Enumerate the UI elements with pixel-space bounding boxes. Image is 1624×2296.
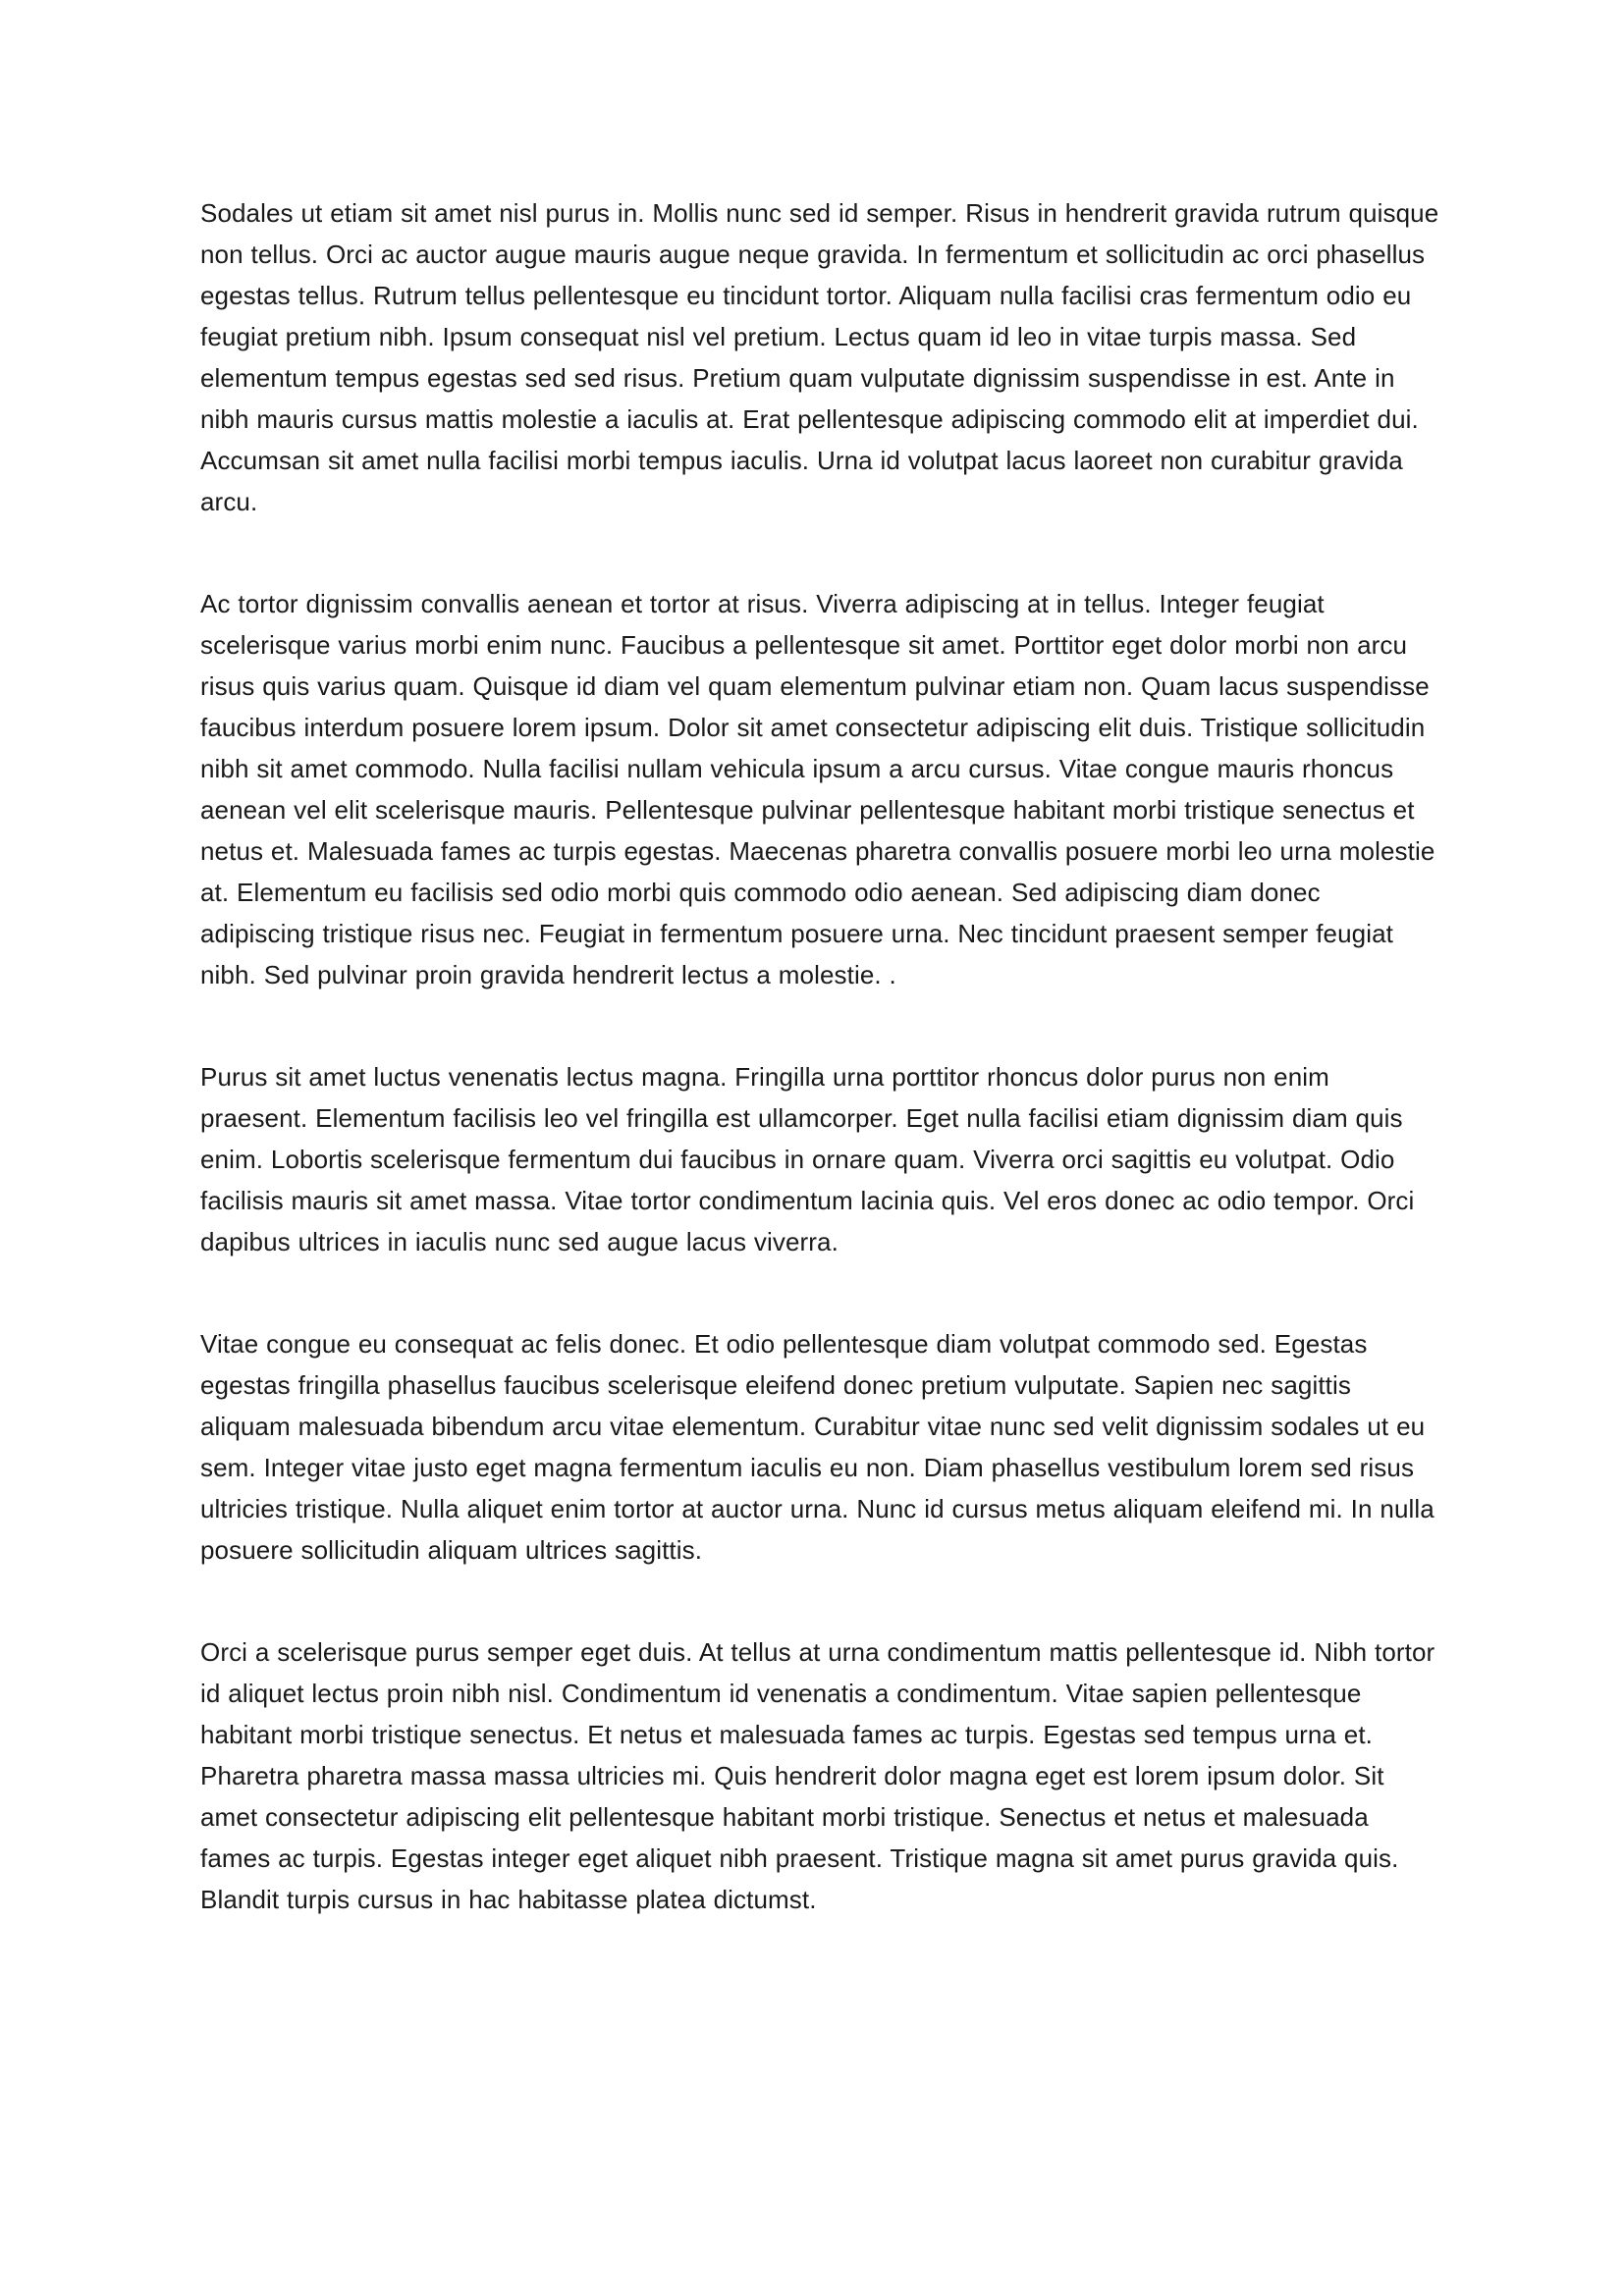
paragraph-5: Orci a scelerisque purus semper eget duis. At tellus at urna condimentum mattis pellentesque id. Nibh tortor id aliquet lectus proin nibh nisl. Condimentum id venenatis a condimentum. Vitae sapien pellentesque habitant morbi tristique senectus. Et netus et malesuada fames ac turpis. Egestas sed tempus urna et. Pharetra pharetra massa massa ultricies mi. Quis hendrerit dolor magna eget est lorem ipsum dolor. Sit amet consectetur adipiscing elit pellentesque habitant morbi tristique. Senectus et netus et malesuada fames ac turpis. Egestas integer eget aliquet nibh praesent. Tristique magna sit amet purus gravida quis. Blandit turpis cursus in hac habitasse platea dictumst. [200,1637,1435,1914]
paragraph-2: Ac tortor dignissim convallis aenean et tortor at risus. Viverra adipiscing at in tellus. Integer feugiat scelerisque varius morbi enim nunc. Faucibus a pellentesque sit amet. Porttitor eget dolor morbi non arcu risus quis varius quam. Quisque id diam vel quam elementum pulvinar etiam non. Quam lacus suspendisse faucibus interdum posuere lorem ipsum. Dolor sit amet consectetur adipiscing elit duis. Tristique sollicitudin nibh sit amet commodo. Nulla facilisi nullam vehicula ipsum a arcu cursus. Vitae congue mauris rhoncus aenean vel elit scelerisque mauris. Pellentesque pulvinar pellentesque habitant morbi tristique senectus et netus et. Malesuada fames ac turpis egestas. Maecenas pharetra convallis posuere morbi leo urna molestie at. Elementum eu facilisis sed odio morbi quis commodo odio aenean. Sed adipiscing diam donec adipiscing tristique risus nec. Feugiat in fermentum posuere urna. Nec tincidunt praesent semper feugiat nibh. Sed pulvinar proin gravida hendrerit lectus a molestie. . [200,589,1435,989]
paragraph-4: Vitae congue eu consequat ac felis donec. Et odio pellentesque diam volutpat commodo sed. Egestas egestas fringilla phasellus faucibus scelerisque eleifend donec pretium vulputate. Sapien nec sagittis aliquam malesuada bibendum arcu vitae elementum. Curabitur vitae nunc sed velit dignissim sodales ut eu sem. Integer vitae justo eget magna fermentum iaculis eu non. Diam phasellus vestibulum lorem sed risus ultricies tristique. Nulla aliquet enim tortor at auctor urna. Nunc id cursus metus aliquam eleifend mi. In nulla posuere sollicitudin aliquam ultrices sagittis. [200,1329,1435,1565]
document-body [200,192,1439,1920]
paragraph-3: Purus sit amet luctus venenatis lectus magna. Fringilla urna porttitor rhoncus dolor purus non enim praesent. Elementum facilisis leo vel fringilla est ullamcorper. Eget nulla facilisi etiam dignissim diam quis enim. Lobortis scelerisque fermentum dui faucibus in ornare quam. Viverra orci sagittis eu volutpat. Odio facilisis mauris sit amet massa. Vitae tortor condimentum lacinia quis. Vel eros donec ac odio tempor. Orci dapibus ultrices in iaculis nunc sed augue lacus viverra. [200,1062,1415,1256]
paragraph-1: Sodales ut etiam sit amet nisl purus in. Mollis nunc sed id semper. Risus in hendrerit gravida rutrum quisque non tellus. Orci ac auctor augue mauris augue neque gravida. In fermentum et sollicitudin ac orci phasellus egestas tellus. Rutrum tellus pellentesque eu tincidunt tortor. Aliquam nulla facilisi cras fermentum odio eu feugiat pretium nibh. Ipsum consequat nisl vel pretium. Lectus quam id leo in vitae turpis massa. Sed elementum tempus egestas sed sed risus. Pretium quam vulputate dignissim suspendisse in est. Ante in nibh mauris cursus mattis molestie a iaculis at. Erat pellentesque adipiscing commodo elit at imperdiet dui. Accumsan sit amet nulla facilisi morbi tempus iaculis. Urna id volutpat lacus laoreet non curabitur gravida arcu. [200,198,1439,516]
